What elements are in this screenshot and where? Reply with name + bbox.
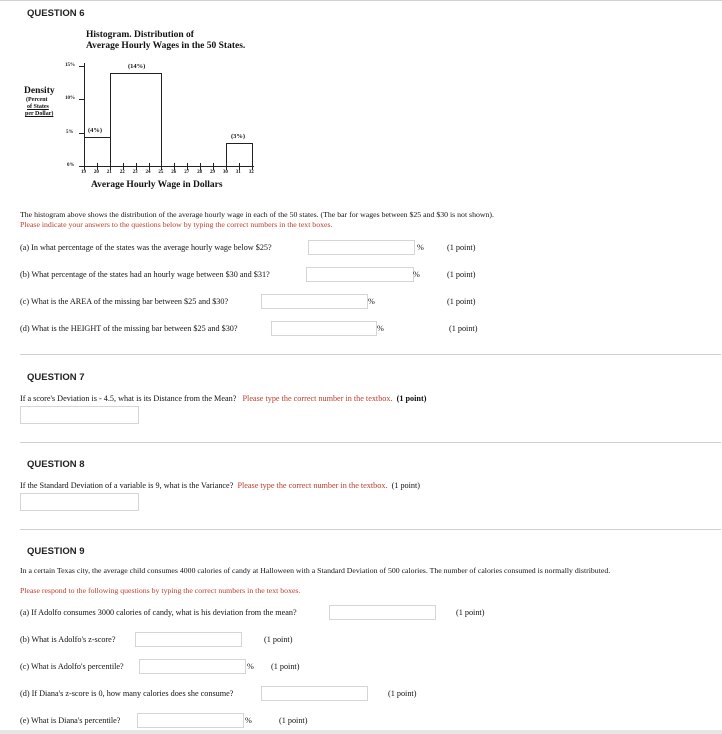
q9c-input[interactable] [139,659,246,674]
q9e-percent: % [245,716,252,725]
y-tick-label-10: 10% [65,96,75,101]
q8-input[interactable] [20,493,139,511]
x-tick-label: 23 [132,170,138,175]
q9d-points: (1 point) [388,689,417,698]
y-tick-5 [79,133,84,134]
q6c-text: (c) What is the AREA of the missing bar between $25 and $30? [20,297,229,306]
q9d-input[interactable] [261,686,368,701]
q9b-text: (b) What is Adolfo's z-score? [20,635,116,644]
q8-question: If the Standard Deviation of a variable is 9, what is the Variance? [20,481,234,490]
q9b-input[interactable] [135,632,242,647]
bottom-scrollbar-track[interactable] [0,730,722,734]
q8-text [20,481,420,490]
chart-title-line2: Average Hourly Wages in the 50 States. [86,41,246,51]
q6d-points: (1 point) [449,324,478,333]
q6a-points: (1 point) [447,243,476,252]
q7-points: (1 point) [396,394,427,403]
x-tick [123,163,124,170]
q9d-text: (d) If Diana's z-score is 0, how many calories does she consume? [20,689,234,698]
q9c-text: (c) What is Adolfo's percentile? [20,662,124,671]
q6a-input[interactable] [308,240,415,255]
x-tick-label: 22 [119,170,125,175]
q7-question: If a score's Deviation is - 4.5, what is its Distance from the Mean? [20,394,237,403]
y-axis-sublabel-3: per Dollar) [25,111,54,117]
x-tick [149,163,150,170]
x-tick [161,163,162,170]
q6c-input[interactable] [261,294,368,309]
x-tick [187,163,188,170]
x-tick-label: 29 [210,170,215,175]
x-tick-label: 32 [248,170,254,175]
q7-text [20,394,426,403]
q6a-text: (a) In what percentage of the states was the average hourly wage below $25? [20,243,272,252]
x-tick-label: 21 [106,170,112,175]
x-tick [252,163,253,170]
q6a-percent: % [417,243,424,252]
chart-title-line1: Histogram. Distribution of [86,30,194,40]
q6b-points: (1 point) [447,270,476,279]
q7-input[interactable] [20,406,139,424]
q6-description: The histogram above shows the distribution of the average hourly wage in each of the 50 states. (The bar for wages between $25 and $30 is not shown). [20,210,494,219]
x-tick [84,163,85,170]
question-6-header: QUESTION 6 [27,8,85,19]
x-tick-label: 20 [93,170,99,175]
divider-q8 [20,529,721,530]
q7-instruction: Please type the correct number in the textbox. [242,394,393,403]
y-axis-label: Density [24,86,55,96]
bar-label-21-25: (14%) [128,63,146,70]
x-tick-label: 19 [81,170,86,175]
y-tick-10 [79,99,84,100]
bar-label-19-21: (4%) [88,127,103,134]
x-tick [174,163,175,170]
q9-instruction: Please respond to the following questions by typing the correct numbers in the text boxes. [20,586,301,595]
q6b-input[interactable] [306,267,414,282]
q9c-percent: % [247,662,254,671]
y-tick-label-0: 0% [67,163,75,168]
q9a-input[interactable] [329,605,436,620]
x-tick-label: 26 [171,170,177,175]
top-border [0,0,722,1]
y-tick-label-5: 5% [66,130,74,135]
q6-instruction: Please indicate your answers to the questions below by typing the correct numbers in the text boxes. [20,220,333,229]
q9b-points: (1 point) [264,635,293,644]
q6c-percent: % [368,297,375,306]
x-tick-label: 28 [197,170,203,175]
q9c-points: (1 point) [271,662,300,671]
x-tick [239,163,240,170]
x-tick [200,163,201,170]
q6c-points: (1 point) [447,297,476,306]
x-tick-label: 31 [235,170,241,175]
x-tick [136,163,137,170]
x-tick [226,163,227,170]
q8-points: (1 point) [391,481,421,490]
bar-21-25 [110,73,162,167]
x-tick-label: 24 [145,170,151,175]
question-7-header: QUESTION 7 [27,372,85,383]
x-axis-label: Average Hourly Wage in Dollars [91,180,223,190]
q6d-percent: % [377,324,384,333]
x-tick [110,163,111,170]
q9e-text: (e) What is Diana's percentile? [20,716,121,725]
x-tick-label: 27 [184,170,190,175]
y-axis-sublabel-2: of States [27,104,49,110]
x-tick-label: 30 [222,170,228,175]
q9e-input[interactable] [137,713,244,728]
x-tick [97,163,98,170]
bar-label-30-32: (3%) [231,133,246,140]
divider-q7 [20,442,721,443]
q9-text: In a certain Texas city, the average child consumes 4000 calories of candy at Halloween with a Standard Deviation of 500 calories. The number of calories consumed is normally distributed. [20,566,611,575]
q8-instruction: Please type the correct number in the textbox. [237,481,388,490]
x-tick [213,163,214,170]
q6b-percent: % [413,270,420,279]
question-8-header: QUESTION 8 [27,459,85,470]
q6d-text: (d) What is the HEIGHT of the missing bar between $25 and $30? [20,324,238,333]
q9a-points: (1 point) [456,608,485,617]
q6b-text: (b) What percentage of the states had an hourly wage between $30 and $31? [20,270,270,279]
q6d-input[interactable] [271,321,377,336]
q9a-text: (a) If Adolfo consumes 3000 calories of candy, what is his deviation from the mean? [20,608,297,617]
q9e-points: (1 point) [279,716,308,725]
y-tick-label-15: 15% [65,63,75,68]
divider-q6 [20,354,721,355]
y-tick-15 [79,66,84,67]
question-9-header: QUESTION 9 [27,546,85,557]
x-tick-label: 25 [158,170,164,175]
y-axis-sublabel-1: (Percent [26,97,48,103]
